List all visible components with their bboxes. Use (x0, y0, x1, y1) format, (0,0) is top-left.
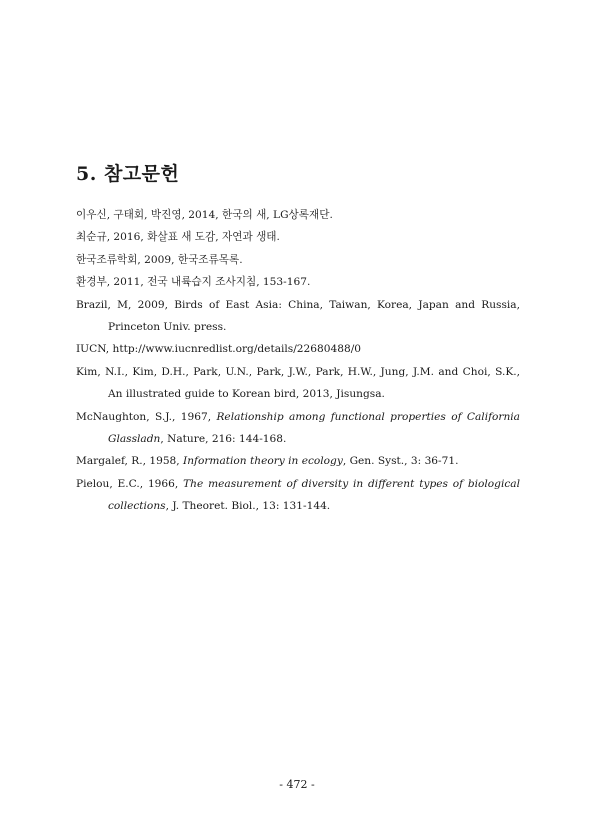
reference-item (76, 473, 520, 518)
reference-text: 한국조류학회, 2009, 한국조류목록. (76, 253, 243, 266)
reference-text: 환경부, 2011, 전국 내륙습지 조사지침, 153-167. (76, 276, 311, 289)
reference-text-tail: , Nature, 216: 144-168. (160, 433, 287, 446)
reference-item (76, 249, 520, 271)
reference-text: Margalef, R., 1958, (76, 455, 184, 468)
reference-italic-title: Information theory in ecology (183, 455, 343, 468)
reference-italic-title: Relationship among functional properties of California Glassladn (108, 410, 520, 446)
reference-item (76, 271, 520, 293)
reference-text-tail: , J. Theoret. Biol., 13: 131-144. (165, 500, 331, 513)
reference-text: IUCN, http://www.iucnredlist.org/details/22680488/0 (76, 343, 362, 356)
reference-item (76, 338, 520, 360)
reference-list (76, 204, 520, 518)
reference-text-tail: , Gen. Syst., 3: 36-71. (342, 455, 459, 468)
reference-text: McNaughton, S.J., 1967, (76, 410, 217, 423)
reference-text: Pielou, E.C., 1966, (76, 477, 184, 490)
reference-text: Kim, N.I., Kim, D.H., Park, U.N., Park, J.W., Park, H.W., Jung, J.M. and Choi, S.K., An illustrated guide to Korean bird, 2013, Jisungsa. (76, 365, 520, 401)
reference-item (76, 294, 520, 339)
reference-item (76, 226, 520, 248)
reference-item (76, 204, 520, 226)
reference-text: Brazil, M, 2009, Birds of East Asia: China, Taiwan, Korea, Japan and Russia, Princeton Univ. press. (76, 298, 520, 334)
reference-item (76, 406, 520, 451)
reference-item (76, 361, 520, 406)
reference-italic-title: The measurement of diversity in different types of biological collections (108, 477, 520, 513)
page-number: - 472 - (279, 778, 315, 791)
reference-text: 최순규, 2016, 화살표 새 도감, 자연과 생태. (76, 231, 280, 244)
section-title: 5. 참고문헌 (76, 163, 180, 185)
reference-text: 이우신, 구태회, 박진영, 2014, 한국의 새, LG상록재단. (76, 209, 333, 221)
reference-item (76, 450, 520, 472)
